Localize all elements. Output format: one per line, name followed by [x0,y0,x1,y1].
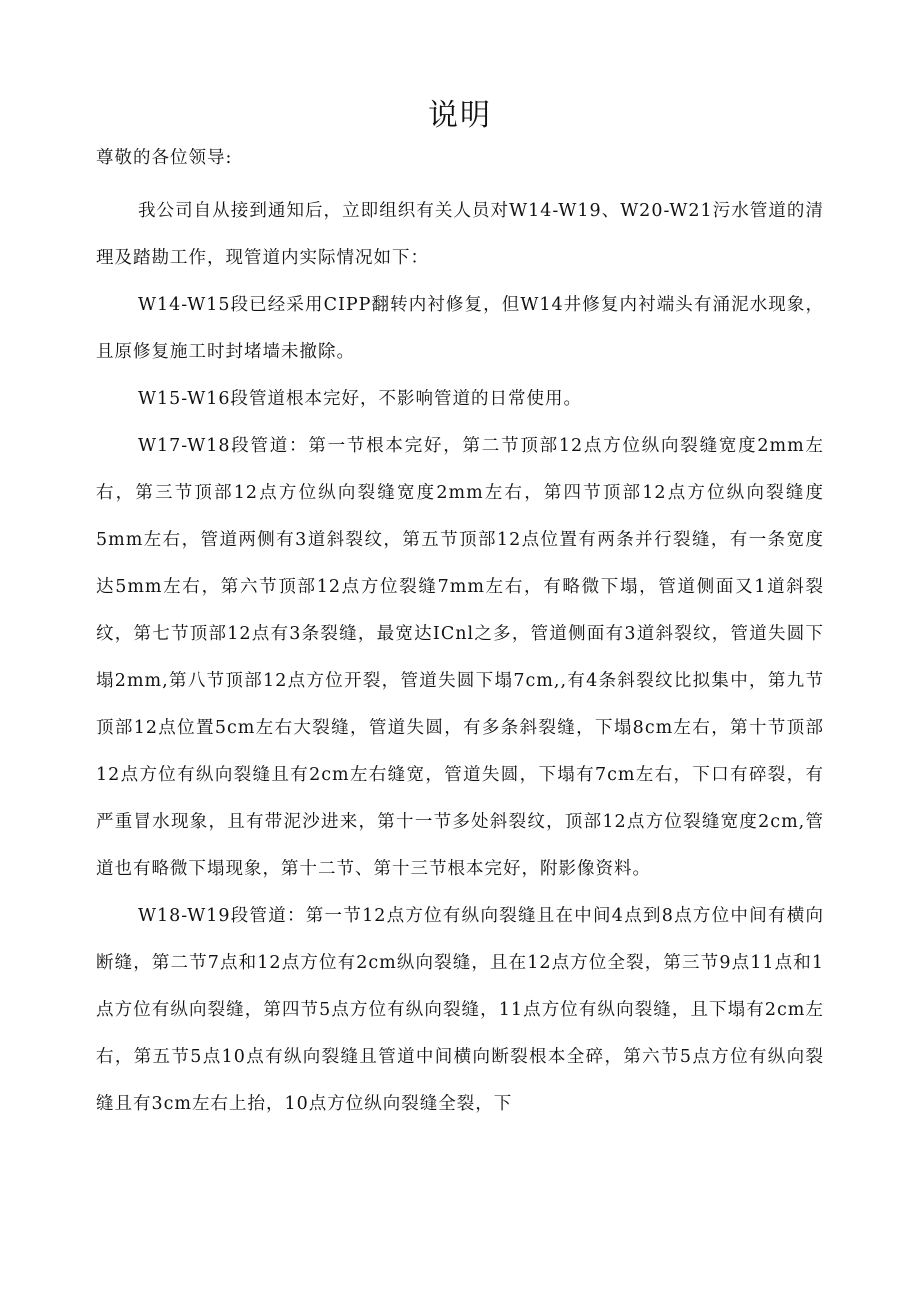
paragraph-w18-w19: W18-W19段管道：第一节12点方位有纵向裂缝且在中间4点到8点方位中间有横向断缝，第二节7点和12点方位有2cm纵向裂缝，且在12点方位全裂，第三节9点11点和1点方位有纵向裂缝，第四节5点方位有纵向裂缝，11点方位有纵向裂缝，且下塌有2cm左右，第五节5点10点有纵向裂缝且管道中间横向断裂根本全碎，第六节5点方位有纵向裂缝且有3cm左右上抬，10点方位纵向裂缝全裂，下 [96,906,824,1114]
paragraph-intro: 我公司自从接到通知后，立即组织有关人员对W14-W19、W20-W21污水管道的清理及踏勘工作，现管道内实际情况如下： [96,201,824,268]
document-title: 说明 [428,98,492,133]
salutation: 尊敬的各位领导: [96,148,233,168]
paragraph-w17-w18: W17-W18段管道：第一节根本完好，第二节顶部12点方位纵向裂缝宽度2mm左右，第三节顶部12点方位纵向裂缝宽度2mm左右，第四节顶部12点方位纵向裂缝度5mm左右，管道两侧有3道斜裂纹，第五节顶部12点位置有两条并行裂缝，有一条宽度达5mm左右，第六节顶部12点方位裂缝7mm左右，有略微下塌，管道侧面又1道斜裂纹，第七节顶部12点有3条裂缝，最宽达ICnl之多，管道侧面有3道斜裂纹，管道失圆下塌2mm,第八节顶部12点方位开裂，管道失圆下塌7cm,,有4条斜裂纹比拟集中，第九节顶部12点位置5cm左右大裂缝，管道失圆，有多条斜裂缝，下塌8cm左右，第十节顶部12点方位有纵向裂缝且有2cm左右缝宽，管道失圆，下塌有7cm左右，下口有碎裂，有严重冒水现象，且有带泥沙进来，第十一节多处斜裂纹，顶部12点方位裂缝宽度2cm,管道也有略微下塌现象，第十二节、第十三节根本完好，附影像资料。 [96,436,824,879]
paragraph-w14-w15: W14-W15段已经采用CIPP翻转内衬修复，但W14井修复内衬端头有涌泥水现象，且原修复施工时封堵墙未撤除。 [96,295,824,362]
paragraph-w15-w16: W15-W16段管道根本完好，不影响管道的日常使用。 [138,389,582,409]
document-page [96,90,824,1128]
